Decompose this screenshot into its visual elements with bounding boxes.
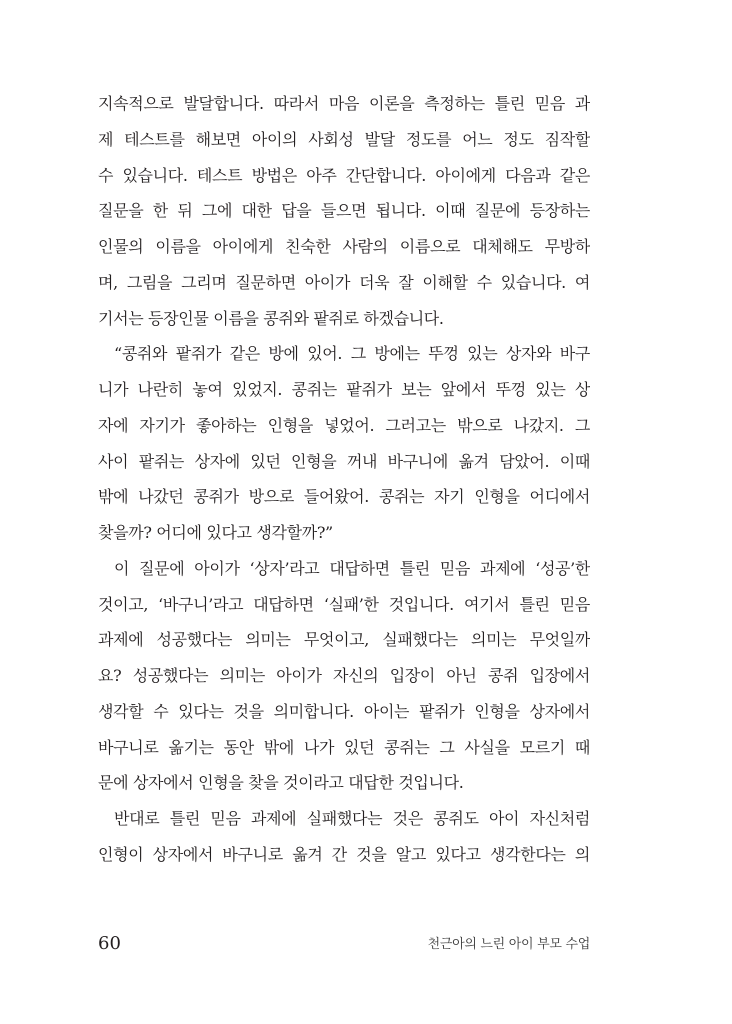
paragraph xyxy=(98,86,590,336)
text-line: 찾을까? 어디에 있다고 생각할까?” xyxy=(98,523,333,542)
body-text xyxy=(98,86,590,873)
text-line: 것이고, ‘바구니’라고 대답하면 ‘실패’한 것입니다. 여기서 틀린 믿음 xyxy=(98,594,590,614)
text-line: 과제에 성공했다는 의미는 무엇이고, 실패했다는 의미는 무엇일까 xyxy=(98,630,590,650)
text-line: 문에 상자에서 인형을 찾을 것이라고 대답한 것입니다. xyxy=(98,773,464,793)
text-line: 반대로 틀린 믿음 과제에 실패했다는 것은 콩쥐도 아이 자신처럼 xyxy=(114,809,590,828)
text-line: “콩쥐와 팥쥐가 같은 방에 있어. 그 방에는 뚜껑 있는 상자와 바구 xyxy=(114,344,590,364)
paragraph xyxy=(98,336,590,551)
text-line: 이 질문에 아이가 ‘상자’라고 대답하면 틀린 믿음 과제에 ‘성공’한 xyxy=(114,558,590,578)
text-line: 생각할 수 있다는 것을 의미합니다. 아이는 팥쥐가 인형을 상자에서 xyxy=(98,701,590,721)
text-line: 지속적으로 발달합니다. 따라서 마음 이론을 측정하는 틀린 믿음 과 xyxy=(98,94,590,113)
text-line: 인물의 이름을 아이에게 친숙한 사람의 이름으로 대체해도 무방하 xyxy=(98,237,590,256)
text-line: 사이 팥쥐는 상자에 있던 인형을 꺼내 바구니에 옮겨 담았어. 이때 xyxy=(98,451,590,471)
text-line: 자에 자기가 좋아하는 인형을 넣었어. 그러고는 밖으로 나갔지. 그 xyxy=(98,415,590,435)
text-line: 밖에 나갔던 콩쥐가 방으로 들어왔어. 콩쥐는 자기 인형을 어디에서 xyxy=(98,487,590,507)
text-line: 수 있습니다. 테스트 방법은 아주 간단합니다. 아이에게 다음과 같은 xyxy=(98,165,590,185)
text-line: 질문을 한 뒤 그에 대한 답을 들으면 됩니다. 이때 질문에 등장하는 xyxy=(98,201,590,221)
text-line: 요? 성공했다는 의미는 아이가 자신의 입장이 아닌 콩쥐 입장에서 xyxy=(98,666,590,685)
running-title: 천근아의 느린 아이 부모 수업 xyxy=(427,937,590,952)
text-line: 인형이 상자에서 바구니로 옮겨 간 것을 알고 있다고 생각한다는 의 xyxy=(98,844,590,864)
paragraph xyxy=(98,801,590,873)
text-line: 기서는 등장인물 이름을 콩쥐와 팥쥐로 하겠습니다. xyxy=(98,308,444,328)
paragraph xyxy=(98,551,590,801)
page-footer xyxy=(98,932,590,956)
page-number: 60 xyxy=(98,933,121,954)
text-line: 바구니로 옮기는 동안 밖에 나가 있던 콩쥐는 그 사실을 모르기 때 xyxy=(98,737,590,757)
text-line: 니가 나란히 놓여 있었지. 콩쥐는 팥쥐가 보는 앞에서 뚜껑 있는 상 xyxy=(98,380,590,399)
text-line: 며, 그림을 그리며 질문하면 아이가 더욱 잘 이해할 수 있습니다. 여 xyxy=(98,272,590,292)
text-line: 제 테스트를 해보면 아이의 사회성 발달 정도를 어느 정도 짐작할 xyxy=(98,129,590,149)
